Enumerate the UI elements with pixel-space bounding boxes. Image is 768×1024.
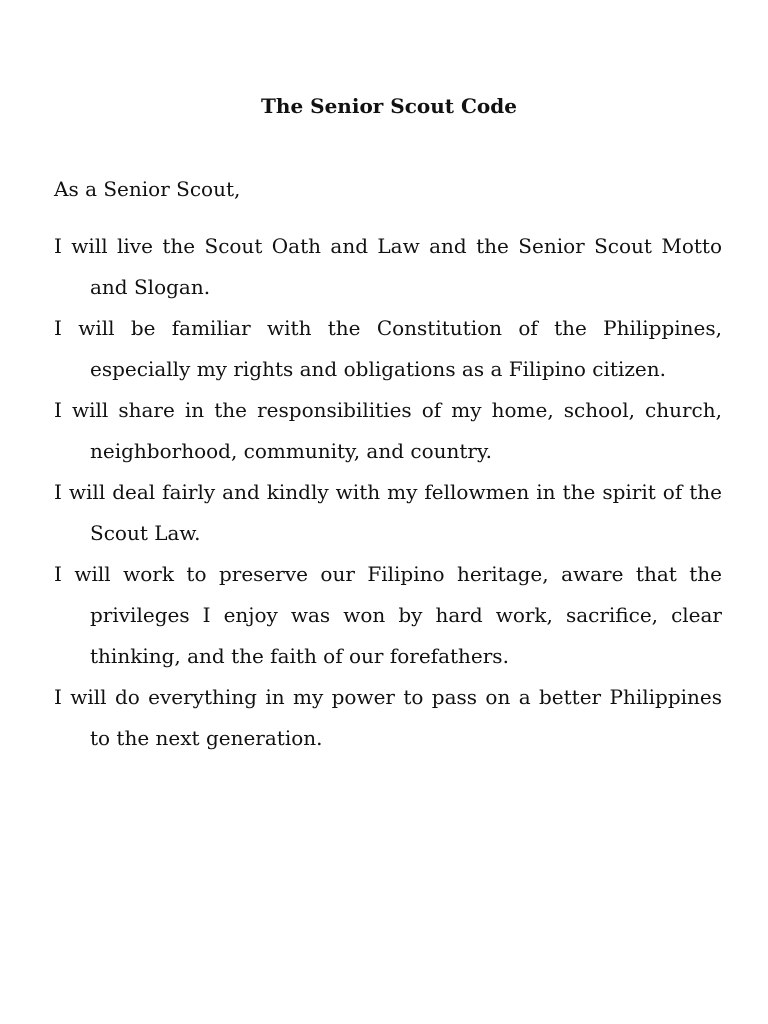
code-item: I will be familiar with the Constitution of the Philippines, especially my rights and obligations as a Filipino citizen. (54, 316, 722, 381)
code-list (54, 226, 722, 759)
code-item: I will do everything in my power to pass on a better Philippines to the next generation. (54, 685, 722, 750)
code-item: I will live the Scout Oath and Law and the Senior Scout Motto and Slogan. (54, 234, 722, 299)
code-item: I will deal fairly and kindly with my fellowmen in the spirit of the Scout Law. (54, 480, 722, 545)
intro-line: As a Senior Scout, (54, 177, 241, 201)
code-item: I will work to preserve our Filipino heritage, aware that the privileges I enjoy was won by hard work, sacrifice, clear thinking, and the faith of our forefathers. (54, 562, 722, 668)
document-title: The Senior Scout Code (261, 94, 517, 118)
code-item: I will share in the responsibilities of my home, school, church, neighborhood, community, and country. (54, 398, 722, 463)
